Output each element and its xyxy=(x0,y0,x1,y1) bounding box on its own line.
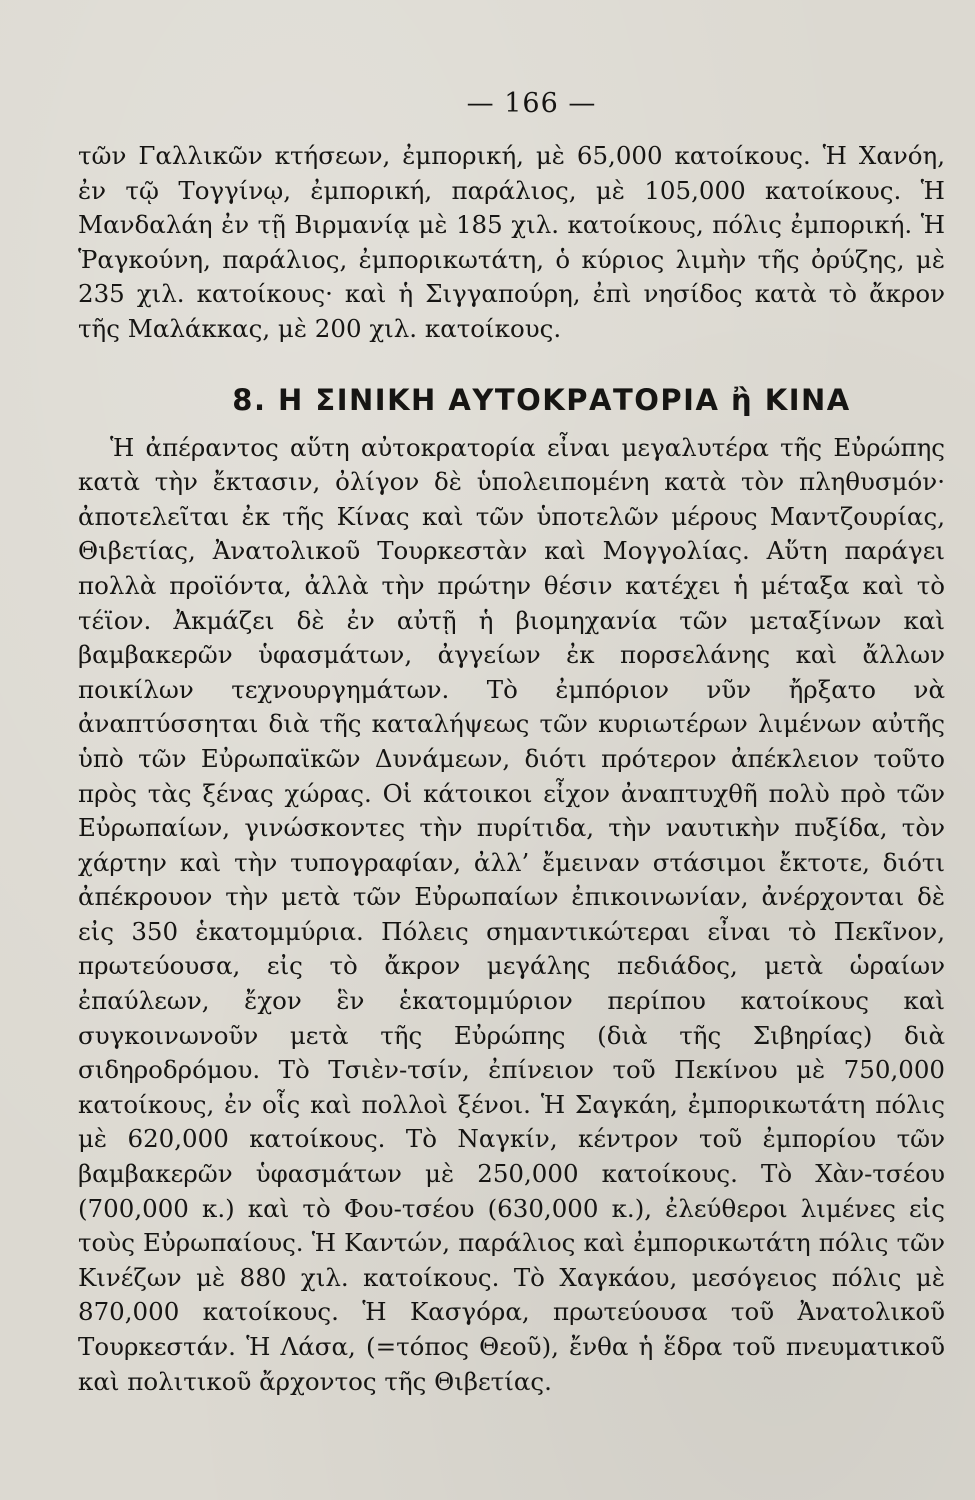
intro-paragraph: τῶν Γαλλικῶν κτήσεων, ἐμπορική, μὲ 65,000 κατοίκους. Ἡ Χανόη, ἐν τῷ Τογγίνῳ, ἐμπορική, παράλιος, μὲ 105,000 κατοίκους. Ἡ Μανδαλάη ἐν τῇ Βιρμανίᾳ μὲ 185 χιλ. κατοίκους, πόλις ἐμπορική. Ἡ Ῥαγκούνη, παράλιος, ἐμπορικωτάτη, ὁ κύριος λιμὴν τῆς ὀρύζης, μὲ 235 χιλ. κατοίκους· καὶ ἡ Σιγγαπούρη, ἐπὶ νησίδος κατὰ τὸ ἄκρον τῆς Μαλάκκας, μὲ 200 χιλ. κατοίκους. xyxy=(78,141,945,343)
section-paragraph: Ἡ ἀπέραντος αὕτη αὐτοκρατορία εἶναι μεγαλυτέρα τῆς Εὐρώπης κατὰ τὴν ἔκτασιν, ὀλίγον δὲ ὑπολειπομένη κατὰ τὸν πληθυσμόν· ἀποτελεῖται ἐκ τῆς Κίνας καὶ τῶν ὑποτελῶν μέρους Μαντζουρίας, Θιβετίας, Ἀνατολικοῦ Τουρκεστὰν καὶ Μογγολίας. Αὕτη παράγει πολλὰ προϊόντα, ἀλλὰ τὴν πρώτην θέσιν κατέχει ἡ μέταξα καὶ τὸ τέϊον. Ἀκμάζει δὲ ἐν αὐτῇ ἡ βιομηχανία τῶν μεταξίνων καὶ βαμβακερῶν ὑφασμάτων, ἀγγείων ἐκ πορσελάνης καὶ ἄλλων ποικίλων τεχνουργημάτων. Τὸ ἐμπόριον νῦν ἤρξατο νὰ ἀναπτύσσηται διὰ τῆς καταλήψεως τῶν κυριωτέρων λιμένων αὐτῆς ὑπὸ τῶν Εὐρωπαϊκῶν Δυνάμεων, διότι πρότερον ἀπέκλειον τοῦτο πρὸς τὰς ξένας χώρας. Οἱ κάτοικοι εἶχον ἀναπτυχθῆ πολὺ πρὸ τῶν Εὐρωπαίων, γινώσκοντες τὴν πυρίτιδα, τὴν ναυτικὴν πυξίδα, τὸν χάρτην καὶ τὴν τυπογραφίαν, ἀλλ’ ἔμειναν στάσιμοι ἔκτοτε, διότι ἀπέκρουον τὴν μετὰ τῶν Εὐρωπαίων ἐπικοινωνίαν, ἀνέρχονται δὲ εἰς 350 ἑκατομμύρια. Πόλεις σημαντικώτεραι εἶναι τὸ Πεκῖνον, πρωτεύουσα, εἰς τὸ ἄκρον μεγάλης πεδιάδος, μετὰ ὡραίων ἐπαύλεων, ἔχον ἓν ἑκατομμύριον περίπου κατοίκους καὶ συγκοινωνοῦν μετὰ τῆς Εὐρώπης (διὰ τῆς Σιβηρίας) διὰ σιδηροδρόμου. Τὸ Τσιὲν-τσίν, ἐπίνειον τοῦ Πεκίνου μὲ 750,000 κατοίκους, ἐν οἷς καὶ πολλοὶ ξένοι. Ἡ Σαγκάη, ἐμπορικωτάτη πόλις μὲ 620,000 κατοίκους. Τὸ Ναγκίν, κέντρον τοῦ ἐμπορίου τῶν βαμβακερῶν ὑφασμάτων μὲ 250,000 κατοίκους. Τὸ Χὰν-τσέου (700,000 κ.) καὶ τὸ Φου-τσέου (630,000 κ.), ἐλεύθεροι λιμένες εἰς τοὺς Εὐρωπαίους. Ἡ Καντών, παράλιος καὶ ἐμπορικωτάτη πόλις τῶν Κινέζων μὲ 880 χιλ. κατοίκους. Τὸ Χαγκάου, μεσόγειος πόλις μὲ 870,000 κατοίκους. Ἡ Κασγόρα, πρωτεύουσα τοῦ Ἀνατολικοῦ Τουρκεστάν. Ἡ Λάσα, (=τόπος Θεοῦ), ἔνθα ἡ ἕδρα τοῦ πνευματικοῦ καὶ πολιτικοῦ ἄρχοντος τῆς Θιβετίας. xyxy=(78,432,945,1396)
section-heading: 8. Η ΣΙΝΙΚΗ ΑΥΤΟΚΡΑΤΟΡΙΑ ἢ ΚΙΝΑ xyxy=(232,382,851,417)
page-number: — 166 — xyxy=(466,88,597,119)
